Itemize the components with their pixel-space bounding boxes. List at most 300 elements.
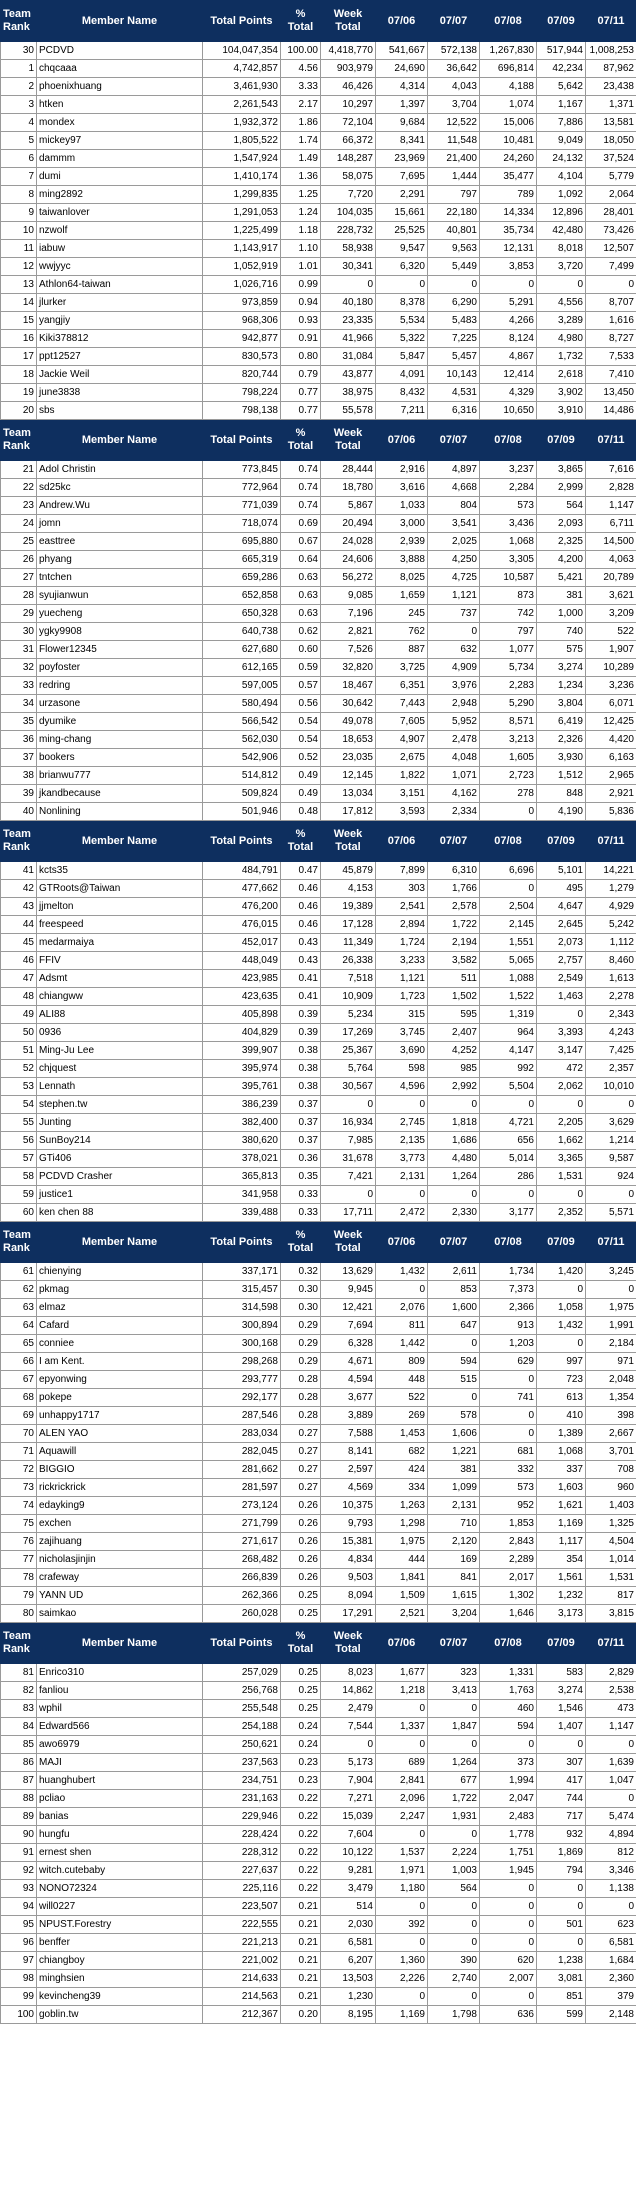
- day4-cell: 42,234: [537, 60, 586, 78]
- day3-cell: 460: [480, 1700, 537, 1718]
- week-total-cell: 5,173: [321, 1754, 376, 1772]
- member-name-cell: Aquawill: [37, 1443, 203, 1461]
- table-row: [1, 713, 636, 731]
- day2-cell: 2,407: [428, 1024, 480, 1042]
- member-name-cell: phyang: [37, 551, 203, 569]
- day4-cell: 1,234: [537, 677, 586, 695]
- day1-cell: 424: [376, 1461, 428, 1479]
- total-points-cell: 214,563: [203, 1988, 281, 2006]
- member-name-cell: Enrico310: [37, 1664, 203, 1682]
- day2-cell: 0: [428, 623, 480, 641]
- day1-cell: 0: [376, 1281, 428, 1299]
- week-total-cell: 0: [321, 276, 376, 294]
- day5-cell: 817: [586, 1587, 636, 1605]
- day4-cell: 1,407: [537, 1718, 586, 1736]
- day4-cell: 2,618: [537, 366, 586, 384]
- day4-cell: 3,289: [537, 312, 586, 330]
- table-row: [1, 898, 636, 916]
- week-total-cell: 30,341: [321, 258, 376, 276]
- rank-cell: 85: [1, 1736, 37, 1754]
- header-member-name: Member Name: [37, 1623, 203, 1664]
- total-points-cell: 718,074: [203, 515, 281, 533]
- day5-cell: 1,214: [586, 1132, 636, 1150]
- day2-cell: 4,043: [428, 78, 480, 96]
- day2-cell: 36,642: [428, 60, 480, 78]
- member-name-cell: ALEN YAO: [37, 1425, 203, 1443]
- day4-cell: 3,173: [537, 1605, 586, 1623]
- header-date-2: 07/07: [428, 1222, 480, 1263]
- day1-cell: 2,675: [376, 749, 428, 767]
- table-row: [1, 222, 636, 240]
- total-points-cell: 640,738: [203, 623, 281, 641]
- member-name-cell: PCDVD: [37, 42, 203, 60]
- day2-cell: 1,099: [428, 1479, 480, 1497]
- rank-cell: 96: [1, 1934, 37, 1952]
- rank-cell: 73: [1, 1479, 37, 1497]
- week-total-cell: 9,085: [321, 587, 376, 605]
- day2-cell: 5,952: [428, 713, 480, 731]
- day5-cell: 2,184: [586, 1335, 636, 1353]
- day2-cell: 1,444: [428, 168, 480, 186]
- day5-cell: 0: [586, 276, 636, 294]
- member-name-cell: conniee: [37, 1335, 203, 1353]
- day3-cell: 332: [480, 1461, 537, 1479]
- day1-cell: 0: [376, 1700, 428, 1718]
- day4-cell: 3,365: [537, 1150, 586, 1168]
- day5-cell: 12,507: [586, 240, 636, 258]
- day2-cell: 2,992: [428, 1078, 480, 1096]
- day4-cell: 794: [537, 1862, 586, 1880]
- day5-cell: 2,538: [586, 1682, 636, 1700]
- member-name-cell: chjquest: [37, 1060, 203, 1078]
- member-name-cell: kevincheng39: [37, 1988, 203, 2006]
- day4-cell: 1,732: [537, 348, 586, 366]
- day3-cell: 0: [480, 276, 537, 294]
- day4-cell: 1,621: [537, 1497, 586, 1515]
- day5-cell: 1,639: [586, 1754, 636, 1772]
- day4-cell: 410: [537, 1407, 586, 1425]
- total-points-cell: 337,171: [203, 1263, 281, 1281]
- member-name-cell: Junting: [37, 1114, 203, 1132]
- total-points-cell: 292,177: [203, 1389, 281, 1407]
- day5-cell: 1,907: [586, 641, 636, 659]
- day1-cell: 2,541: [376, 898, 428, 916]
- day1-cell: 3,745: [376, 1024, 428, 1042]
- table-row: [1, 2006, 636, 2024]
- table-row: [1, 1479, 636, 1497]
- day5-cell: 2,064: [586, 186, 636, 204]
- rank-cell: 19: [1, 384, 37, 402]
- table-row: [1, 240, 636, 258]
- day2-cell: 0: [428, 1916, 480, 1934]
- table-row: [1, 695, 636, 713]
- pct-total-cell: 0.74: [281, 479, 321, 497]
- pct-total-cell: 0.62: [281, 623, 321, 641]
- day5-cell: 4,929: [586, 898, 636, 916]
- member-name-cell: mickey97: [37, 132, 203, 150]
- table-row: [1, 533, 636, 551]
- day1-cell: 9,547: [376, 240, 428, 258]
- day4-cell: 851: [537, 1988, 586, 2006]
- day2-cell: 6,290: [428, 294, 480, 312]
- day5-cell: 1,325: [586, 1515, 636, 1533]
- member-name-cell: goblin.tw: [37, 2006, 203, 2024]
- total-points-cell: 221,213: [203, 1934, 281, 1952]
- day1-cell: 6,351: [376, 677, 428, 695]
- day1-cell: 7,211: [376, 402, 428, 420]
- day2-cell: 797: [428, 186, 480, 204]
- day2-cell: 1,686: [428, 1132, 480, 1150]
- total-points-cell: 260,028: [203, 1605, 281, 1623]
- member-name-cell: unhappy1717: [37, 1407, 203, 1425]
- day3-cell: 594: [480, 1718, 537, 1736]
- table-row: [1, 1407, 636, 1425]
- day3-cell: 4,188: [480, 78, 537, 96]
- week-total-cell: 25,367: [321, 1042, 376, 1060]
- member-name-cell: chienying: [37, 1263, 203, 1281]
- total-points-cell: 395,761: [203, 1078, 281, 1096]
- pct-total-cell: 0.47: [281, 862, 321, 880]
- total-points-cell: 477,662: [203, 880, 281, 898]
- day2-cell: 511: [428, 970, 480, 988]
- member-name-cell: ken chen 88: [37, 1204, 203, 1222]
- table-row: [1, 1664, 636, 1682]
- pct-total-cell: 0.52: [281, 749, 321, 767]
- rank-cell: 42: [1, 880, 37, 898]
- week-total-cell: 9,503: [321, 1569, 376, 1587]
- pct-total-cell: 0.48: [281, 803, 321, 821]
- pct-total-cell: 0.79: [281, 366, 321, 384]
- day3-cell: 1,945: [480, 1862, 537, 1880]
- header-pct-total: % Total: [281, 1623, 321, 1664]
- day5-cell: 0: [586, 1898, 636, 1916]
- day4-cell: 2,549: [537, 970, 586, 988]
- pct-total-cell: 2.17: [281, 96, 321, 114]
- day5-cell: 8,727: [586, 330, 636, 348]
- week-total-cell: 43,877: [321, 366, 376, 384]
- day2-cell: 2,578: [428, 898, 480, 916]
- day5-cell: 1,008,253: [586, 42, 636, 60]
- day4-cell: 5,642: [537, 78, 586, 96]
- total-points-cell: 695,880: [203, 533, 281, 551]
- day1-cell: 0: [376, 1934, 428, 1952]
- day4-cell: 1,068: [537, 1443, 586, 1461]
- day5-cell: 4,504: [586, 1533, 636, 1551]
- day5-cell: 5,474: [586, 1808, 636, 1826]
- week-total-cell: 228,732: [321, 222, 376, 240]
- day5-cell: 37,524: [586, 150, 636, 168]
- total-points-cell: 223,507: [203, 1898, 281, 1916]
- member-name-cell: Adol Christin: [37, 461, 203, 479]
- day2-cell: 2,334: [428, 803, 480, 821]
- day2-cell: 737: [428, 605, 480, 623]
- day3-cell: 1,734: [480, 1263, 537, 1281]
- day1-cell: 1,975: [376, 1533, 428, 1551]
- day5-cell: 7,616: [586, 461, 636, 479]
- day2-cell: 0: [428, 1186, 480, 1204]
- table-row: [1, 1569, 636, 1587]
- pct-total-cell: 1.18: [281, 222, 321, 240]
- day1-cell: 3,773: [376, 1150, 428, 1168]
- week-total-cell: 58,938: [321, 240, 376, 258]
- header-date-3: 07/08: [480, 821, 537, 862]
- table-row: [1, 677, 636, 695]
- pct-total-cell: 0.57: [281, 677, 321, 695]
- rank-cell: 72: [1, 1461, 37, 1479]
- rank-cell: 55: [1, 1114, 37, 1132]
- total-points-cell: 773,845: [203, 461, 281, 479]
- member-name-cell: GTRoots@Taiwan: [37, 880, 203, 898]
- rank-cell: 99: [1, 1988, 37, 2006]
- day2-cell: 5,457: [428, 348, 480, 366]
- pct-total-cell: 0.26: [281, 1533, 321, 1551]
- table-row: [1, 1844, 636, 1862]
- day2-cell: 10,143: [428, 366, 480, 384]
- day3-cell: 992: [480, 1060, 537, 1078]
- week-total-cell: 20,494: [321, 515, 376, 533]
- header-date-5: 07/11: [586, 420, 636, 461]
- day3-cell: 1,302: [480, 1587, 537, 1605]
- total-points-cell: 262,366: [203, 1587, 281, 1605]
- total-points-cell: 476,200: [203, 898, 281, 916]
- day5-cell: 960: [586, 1479, 636, 1497]
- table-row: [1, 1808, 636, 1826]
- week-total-cell: 4,594: [321, 1371, 376, 1389]
- header-date-4: 07/09: [537, 420, 586, 461]
- day4-cell: 7,886: [537, 114, 586, 132]
- rank-cell: 50: [1, 1024, 37, 1042]
- pct-total-cell: 0.26: [281, 1515, 321, 1533]
- day4-cell: 0: [537, 1880, 586, 1898]
- week-total-cell: 7,720: [321, 186, 376, 204]
- pct-total-cell: 0.22: [281, 1844, 321, 1862]
- week-total-cell: 13,629: [321, 1263, 376, 1281]
- member-name-cell: fanliou: [37, 1682, 203, 1700]
- week-total-cell: 7,196: [321, 605, 376, 623]
- total-points-cell: 509,824: [203, 785, 281, 803]
- day1-cell: 3,233: [376, 952, 428, 970]
- day4-cell: 1,869: [537, 1844, 586, 1862]
- day2-cell: 515: [428, 1371, 480, 1389]
- total-points-cell: 293,777: [203, 1371, 281, 1389]
- week-total-cell: 7,985: [321, 1132, 376, 1150]
- day2-cell: 0: [428, 1898, 480, 1916]
- day5-cell: 2,048: [586, 1371, 636, 1389]
- day1-cell: 1,169: [376, 2006, 428, 2024]
- table-row: [1, 60, 636, 78]
- pct-total-cell: 0.33: [281, 1186, 321, 1204]
- day2-cell: 2,194: [428, 934, 480, 952]
- day4-cell: 337: [537, 1461, 586, 1479]
- table-row: [1, 1335, 636, 1353]
- day1-cell: 2,291: [376, 186, 428, 204]
- week-total-cell: 41,966: [321, 330, 376, 348]
- table-row: [1, 1299, 636, 1317]
- pct-total-cell: 0.49: [281, 785, 321, 803]
- rank-cell: 39: [1, 785, 37, 803]
- day1-cell: 1,442: [376, 1335, 428, 1353]
- day4-cell: 4,980: [537, 330, 586, 348]
- day5-cell: 6,163: [586, 749, 636, 767]
- day1-cell: 2,096: [376, 1790, 428, 1808]
- day2-cell: 853: [428, 1281, 480, 1299]
- pct-total-cell: 0.54: [281, 731, 321, 749]
- pct-total-cell: 0.22: [281, 1826, 321, 1844]
- rank-cell: 59: [1, 1186, 37, 1204]
- total-points-cell: 395,974: [203, 1060, 281, 1078]
- day1-cell: 3,725: [376, 659, 428, 677]
- table-row: [1, 1461, 636, 1479]
- day1-cell: 4,907: [376, 731, 428, 749]
- day3-cell: 2,723: [480, 767, 537, 785]
- rank-cell: 82: [1, 1682, 37, 1700]
- rank-cell: 12: [1, 258, 37, 276]
- day4-cell: 0: [537, 1335, 586, 1353]
- table-row: [1, 1150, 636, 1168]
- header-date-4: 07/09: [537, 1222, 586, 1263]
- table-row: [1, 1389, 636, 1407]
- day3-cell: 1,522: [480, 988, 537, 1006]
- day3-cell: 2,283: [480, 677, 537, 695]
- table-row: [1, 1880, 636, 1898]
- total-points-cell: 1,143,917: [203, 240, 281, 258]
- day4-cell: 2,352: [537, 1204, 586, 1222]
- week-total-cell: 6,581: [321, 1934, 376, 1952]
- day1-cell: 522: [376, 1389, 428, 1407]
- table-row: [1, 1790, 636, 1808]
- pct-total-cell: 0.21: [281, 1952, 321, 1970]
- pct-total-cell: 0.22: [281, 1808, 321, 1826]
- day4-cell: 740: [537, 623, 586, 641]
- rank-cell: 15: [1, 312, 37, 330]
- header-date-4: 07/09: [537, 1, 586, 42]
- table-row: [1, 330, 636, 348]
- rank-cell: 49: [1, 1006, 37, 1024]
- day4-cell: 472: [537, 1060, 586, 1078]
- table-row: [1, 114, 636, 132]
- pct-total-cell: 0.77: [281, 402, 321, 420]
- table-row: [1, 641, 636, 659]
- day2-cell: 2,120: [428, 1533, 480, 1551]
- day5-cell: 7,410: [586, 366, 636, 384]
- pct-total-cell: 0.37: [281, 1114, 321, 1132]
- member-name-cell: SunBoy214: [37, 1132, 203, 1150]
- rank-cell: 44: [1, 916, 37, 934]
- member-name-cell: sd25kc: [37, 479, 203, 497]
- day5-cell: 379: [586, 1988, 636, 2006]
- rank-cell: 70: [1, 1425, 37, 1443]
- total-points-cell: 225,116: [203, 1880, 281, 1898]
- table-row: [1, 862, 636, 880]
- day1-cell: 1,337: [376, 1718, 428, 1736]
- day3-cell: 0: [480, 1096, 537, 1114]
- rank-cell: 13: [1, 276, 37, 294]
- table-row: [1, 749, 636, 767]
- week-total-cell: 58,075: [321, 168, 376, 186]
- pct-total-cell: 1.86: [281, 114, 321, 132]
- day2-cell: 632: [428, 641, 480, 659]
- table-row: [1, 384, 636, 402]
- day2-cell: 2,224: [428, 1844, 480, 1862]
- day4-cell: 997: [537, 1353, 586, 1371]
- member-name-cell: BIGGIO: [37, 1461, 203, 1479]
- pct-total-cell: 0.63: [281, 587, 321, 605]
- day2-cell: 6,316: [428, 402, 480, 420]
- rank-cell: 63: [1, 1299, 37, 1317]
- day1-cell: 1,453: [376, 1425, 428, 1443]
- day5-cell: 7,533: [586, 348, 636, 366]
- member-name-cell: FFIV: [37, 952, 203, 970]
- day5-cell: 9,587: [586, 1150, 636, 1168]
- day2-cell: 1,221: [428, 1443, 480, 1461]
- day5-cell: 522: [586, 623, 636, 641]
- member-name-cell: minghsien: [37, 1970, 203, 1988]
- day1-cell: 2,076: [376, 1299, 428, 1317]
- day5-cell: 2,148: [586, 2006, 636, 2024]
- day1-cell: 1,822: [376, 767, 428, 785]
- day5-cell: 924: [586, 1168, 636, 1186]
- pct-total-cell: 0.27: [281, 1461, 321, 1479]
- header-member-name: Member Name: [37, 420, 203, 461]
- day3-cell: 656: [480, 1132, 537, 1150]
- member-name-cell: urzasone: [37, 695, 203, 713]
- rank-cell: 87: [1, 1772, 37, 1790]
- day4-cell: 3,930: [537, 749, 586, 767]
- total-points-cell: 380,620: [203, 1132, 281, 1150]
- day5-cell: 0: [586, 1096, 636, 1114]
- day2-cell: 1,615: [428, 1587, 480, 1605]
- member-name-cell: 0936: [37, 1024, 203, 1042]
- rank-cell: 76: [1, 1533, 37, 1551]
- total-points-cell: 237,563: [203, 1754, 281, 1772]
- pct-total-cell: 1.74: [281, 132, 321, 150]
- day4-cell: 417: [537, 1772, 586, 1790]
- day1-cell: 1,971: [376, 1862, 428, 1880]
- member-name-cell: wwjyyc: [37, 258, 203, 276]
- total-points-cell: 659,286: [203, 569, 281, 587]
- rank-cell: 18: [1, 366, 37, 384]
- day5-cell: 0: [586, 1186, 636, 1204]
- pct-total-cell: 0.77: [281, 384, 321, 402]
- pct-total-cell: 1.24: [281, 204, 321, 222]
- rank-cell: 71: [1, 1443, 37, 1461]
- day4-cell: 613: [537, 1389, 586, 1407]
- member-name-cell: Ming-Ju Lee: [37, 1042, 203, 1060]
- member-name-cell: Jackie Weil: [37, 366, 203, 384]
- member-name-cell: june3838: [37, 384, 203, 402]
- total-points-cell: 772,964: [203, 479, 281, 497]
- pct-total-cell: 0.36: [281, 1150, 321, 1168]
- day4-cell: 495: [537, 880, 586, 898]
- day3-cell: 0: [480, 1371, 537, 1389]
- member-name-cell: pcliao: [37, 1790, 203, 1808]
- day3-cell: 2,047: [480, 1790, 537, 1808]
- week-total-cell: 31,678: [321, 1150, 376, 1168]
- week-total-cell: 7,904: [321, 1772, 376, 1790]
- table-row: [1, 168, 636, 186]
- pct-total-cell: 0.54: [281, 713, 321, 731]
- rank-cell: 21: [1, 461, 37, 479]
- rank-cell: 1: [1, 60, 37, 78]
- day1-cell: 25,525: [376, 222, 428, 240]
- day5-cell: 1,684: [586, 1952, 636, 1970]
- pct-total-cell: 0.99: [281, 276, 321, 294]
- day3-cell: 1,077: [480, 641, 537, 659]
- pct-total-cell: 0.26: [281, 1497, 321, 1515]
- day4-cell: 2,062: [537, 1078, 586, 1096]
- day5-cell: 1,975: [586, 1299, 636, 1317]
- day3-cell: 681: [480, 1443, 537, 1461]
